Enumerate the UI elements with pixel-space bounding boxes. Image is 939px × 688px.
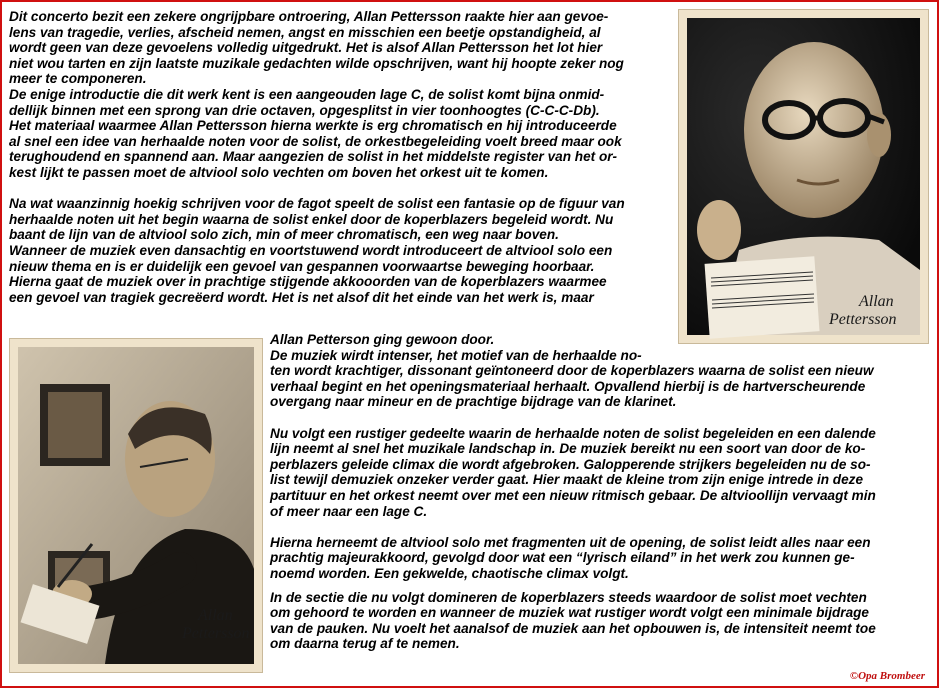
text-line: herhaalde noten uit het begin waarna de solist enkel door de koperblazers begeleid wordt. Nu [9,211,614,227]
text-line: Dit concerto bezit een zekere ongrijpbare ontroering, Allan Pettersson raakte hier aan gevoe- [9,9,609,24]
text-line: om daarna terug af te nemen. [270,636,460,652]
text-line: al snel een idee van herhaalde noten voor de solist, de orkestbegeleiding voelt breed maar ook [9,133,622,149]
text-line: of meer naar een lage C. [270,503,428,519]
text-line: Na wat waanzinnig hoekig schrijven voor de fagot speelt de solist een fantasie op de figuur van [9,196,625,212]
text-line: verhaal begint en het openingsmateriaal herhaalt. Opvallend hierbij is de hartverscheurende [270,378,866,394]
text-line: perblazers geleide climax die wordt afgebroken. Galopperende strijkers begeleiden nu de so- [270,456,871,472]
text-line: lens van tragedie, verlies, afscheid nemen, angst en misschien een beetje opstandigheid, al [9,24,601,40]
text-line: Allan Petterson ging gewoon door. [270,332,495,347]
text-line: In de sectie die nu volgt domineren de koperblazers steeds waardoor de solist moet vechten [270,589,867,605]
text-line: prachtig majeurakkoord, gevolgd door wat een “lyrisch eiland” in het werk zou kunnen ge- [270,550,855,566]
text-block-bottom [270,332,876,652]
text-line: Hierna herneemt de altviool solo met fragmenten uit de opening, de solist leidt alles naar een [270,534,871,550]
portrait-photo-top [679,10,928,343]
portrait-caption-bottom [182,607,250,643]
text-line: meer te componeren. [9,71,147,87]
portrait-photo-bottom [10,339,262,672]
text-line: De muziek wirdt intenser, het motief van de herhaalde no- [270,347,642,363]
text-block-top [9,9,625,305]
copyright-notice: ©Opa Brombeer [849,670,925,682]
text-line: kest lijkt te passen moet de altviool solo vechten om boven het orkest uit te komen. [9,164,549,180]
text-line: niet wou tarten en zijn laatste muzikale gedachten wilde opschrijven, want hij hoopte zeker nog [9,55,624,71]
text-line: Het materiaal waarmee Allan Pettersson hierna werkte is erg chromatisch en hij introduceerde [9,118,617,134]
text-line: ten wordt krachtiger, dissonant geïntoneerd door de koperblazers waarna de solist een nieuw [270,363,874,379]
text-line: om gehoord te worden en wanneer de muziek wat rustiger wordt volgt een minimale bijdrage [270,605,869,621]
text-line: Nu volgt een rustiger gedeelte waarin de herhaalde noten de solist begeleiden en een dalende [270,425,876,441]
text-line: partituur en het orkest neemt over met een nieuw ritmisch gebaar. De altvioollijn vervaagt min [270,487,876,503]
text-line: Hierna gaat de muziek over in prachtige stijgende akkooorden van de koperblazers waarmee [9,274,607,290]
text-line: baant de lijn van de altviool solo zich, min of meer chromatisch, een weg naar boven. [9,227,559,243]
text-line: noemd worden. Een gekwelde, chaotische climax volgt. [270,565,629,581]
text-line: van de pauken. Nu voelt het aanalsof de muziek aan het opbouwen is, de intensiteit neemt toe [270,620,876,636]
text-line: De enige introductie die dit werk kent is een aangeouden lage C, de solist komt bijna onmid- [9,86,605,102]
portrait-caption-top [829,293,897,329]
text-line: Wanneer de muziek even dansachtig en voortstuwend wordt introduceert de altviool solo een [9,242,613,258]
caption-first-name: Allan [198,607,233,624]
text-line: overgang naar mineur en de prachtige bijdrage van de klarinet. [270,394,677,410]
text-line: een gevoel van tragiek gecreëerd wordt. Het is net alsof dit het einde van het werk is, maar [9,289,594,305]
text-line: dellijk binnen met een sprong van drie octaven, opgesplitst in vier toonhoogtes (C-C-C-Db). [9,102,600,118]
text-line: terughoudend en spannend aan. Maar aangezien de solist in het middelste register van het or- [9,149,618,165]
text-line: lijn neemt al snel het muzikale landschap in. De muziek bereikt nu een soort van door de ko- [270,441,866,457]
text-line: nieuw thema en is er duidelijk een gevoel van gespannen voorwaartse beweging hoorbaar. [9,258,595,274]
text-line: wordt geen van deze gevoelens volledig uitgedrukt. Het is alsof Allan Pettersson het lot hier [9,40,603,56]
caption-last-name: Pettersson [829,311,897,328]
text-line: list tewijl demuziek onzeker verder gaat. Hier maakt de kleine trom zijn enige intrede in deze [270,472,864,488]
caption-last-name: Pettersson [182,625,250,642]
caption-first-name: Allan [859,293,894,310]
